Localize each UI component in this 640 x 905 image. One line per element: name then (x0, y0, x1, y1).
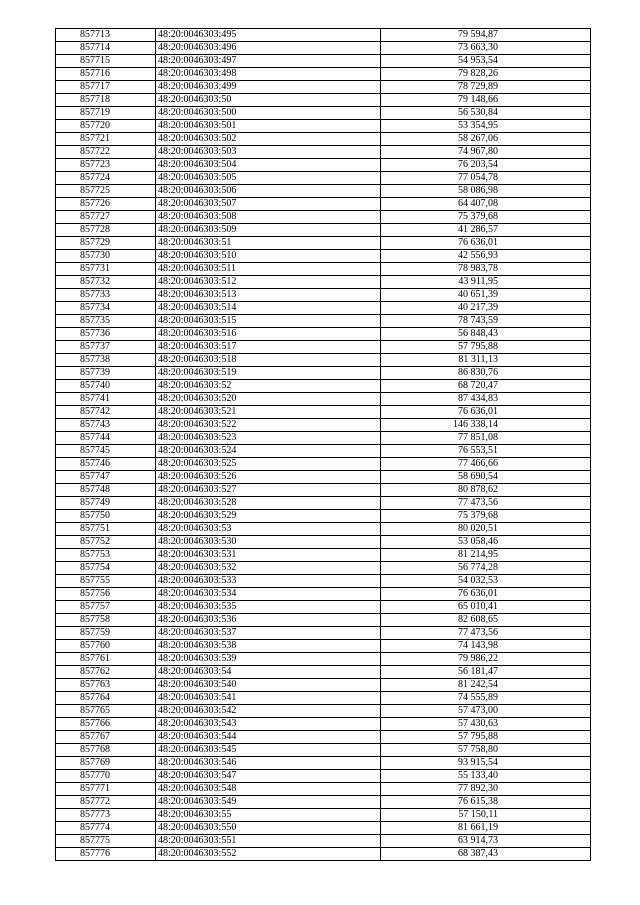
cadastral-number-cell: 48:20:0046303:529 (156, 510, 381, 523)
value-cell: 76 553,51 (381, 445, 591, 458)
value-cell: 74 555,89 (381, 692, 591, 705)
row-number-cell: 857735 (56, 315, 156, 328)
value-cell: 75 379,68 (381, 211, 591, 224)
value-cell: 56 774,28 (381, 562, 591, 575)
value-cell: 43 911,95 (381, 276, 591, 289)
cadastral-number-cell: 48:20:0046303:500 (156, 107, 381, 120)
row-number-cell: 857761 (56, 653, 156, 666)
row-number-cell: 857720 (56, 120, 156, 133)
table-row (56, 653, 591, 666)
row-number-cell: 857746 (56, 458, 156, 471)
table-row (56, 471, 591, 484)
table-row (56, 302, 591, 315)
table-row (56, 42, 591, 55)
table-row (56, 809, 591, 822)
cadastral-number-cell: 48:20:0046303:548 (156, 783, 381, 796)
value-cell: 75 379,68 (381, 510, 591, 523)
table-row (56, 289, 591, 302)
cadastral-number-cell: 48:20:0046303:522 (156, 419, 381, 432)
row-number-cell: 857749 (56, 497, 156, 510)
row-number-cell: 857719 (56, 107, 156, 120)
value-cell: 76 636,01 (381, 588, 591, 601)
table-row (56, 536, 591, 549)
cadastral-number-cell: 48:20:0046303:509 (156, 224, 381, 237)
value-cell: 80 878,62 (381, 484, 591, 497)
cadastral-number-cell: 48:20:0046303:52 (156, 380, 381, 393)
cadastral-number-cell: 48:20:0046303:502 (156, 133, 381, 146)
table-row (56, 575, 591, 588)
value-cell: 77 473,56 (381, 627, 591, 640)
row-number-cell: 857765 (56, 705, 156, 718)
cadastral-number-cell: 48:20:0046303:546 (156, 757, 381, 770)
table-row (56, 731, 591, 744)
value-cell: 63 914,73 (381, 835, 591, 848)
cadastral-number-cell: 48:20:0046303:501 (156, 120, 381, 133)
cadastral-number-cell: 48:20:0046303:530 (156, 536, 381, 549)
value-cell: 56 181,47 (381, 666, 591, 679)
table-row (56, 770, 591, 783)
row-number-cell: 857773 (56, 809, 156, 822)
cadastral-number-cell: 48:20:0046303:527 (156, 484, 381, 497)
row-number-cell: 857722 (56, 146, 156, 159)
row-number-cell: 857747 (56, 471, 156, 484)
row-number-cell: 857751 (56, 523, 156, 536)
table-row (56, 419, 591, 432)
value-cell: 76 636,01 (381, 406, 591, 419)
table-row (56, 835, 591, 848)
cadastral-number-cell: 48:20:0046303:539 (156, 653, 381, 666)
value-cell: 86 830,76 (381, 367, 591, 380)
row-number-cell: 857774 (56, 822, 156, 835)
table-row (56, 224, 591, 237)
table-row (56, 276, 591, 289)
table-row (56, 822, 591, 835)
value-cell: 73 663,30 (381, 42, 591, 55)
table-row (56, 523, 591, 536)
value-cell: 81 242,54 (381, 679, 591, 692)
value-cell: 77 851,08 (381, 432, 591, 445)
table-row (56, 159, 591, 172)
value-cell: 74 143,98 (381, 640, 591, 653)
row-number-cell: 857725 (56, 185, 156, 198)
row-number-cell: 857729 (56, 237, 156, 250)
row-number-cell: 857726 (56, 198, 156, 211)
cadastral-number-cell: 48:20:0046303:505 (156, 172, 381, 185)
data-table (55, 28, 591, 861)
table-row (56, 211, 591, 224)
value-cell: 57 795,88 (381, 731, 591, 744)
table-row (56, 562, 591, 575)
table-row (56, 172, 591, 185)
row-number-cell: 857775 (56, 835, 156, 848)
table-row (56, 497, 591, 510)
table-row (56, 315, 591, 328)
value-cell: 81 214,95 (381, 549, 591, 562)
cadastral-number-cell: 48:20:0046303:51 (156, 237, 381, 250)
value-cell: 68 387,43 (381, 848, 591, 861)
table-row (56, 328, 591, 341)
row-number-cell: 857755 (56, 575, 156, 588)
value-cell: 76 615,38 (381, 796, 591, 809)
cadastral-number-cell: 48:20:0046303:545 (156, 744, 381, 757)
value-cell: 78 743,59 (381, 315, 591, 328)
row-number-cell: 857768 (56, 744, 156, 757)
row-number-cell: 857757 (56, 601, 156, 614)
table-row (56, 263, 591, 276)
row-number-cell: 857715 (56, 55, 156, 68)
table-row (56, 237, 591, 250)
cadastral-number-cell: 48:20:0046303:536 (156, 614, 381, 627)
row-number-cell: 857739 (56, 367, 156, 380)
row-number-cell: 857734 (56, 302, 156, 315)
cadastral-number-cell: 48:20:0046303:55 (156, 809, 381, 822)
value-cell: 56 848,43 (381, 328, 591, 341)
table-row (56, 146, 591, 159)
cadastral-number-cell: 48:20:0046303:495 (156, 29, 381, 42)
table-row (56, 848, 591, 861)
value-cell: 53 058,46 (381, 536, 591, 549)
value-cell: 77 054,78 (381, 172, 591, 185)
row-number-cell: 857723 (56, 159, 156, 172)
cadastral-number-cell: 48:20:0046303:517 (156, 341, 381, 354)
cadastral-number-cell: 48:20:0046303:50 (156, 94, 381, 107)
value-cell: 57 758,80 (381, 744, 591, 757)
cadastral-number-cell: 48:20:0046303:528 (156, 497, 381, 510)
row-number-cell: 857771 (56, 783, 156, 796)
table-row (56, 445, 591, 458)
row-number-cell: 857714 (56, 42, 156, 55)
value-cell: 146 338,14 (381, 419, 591, 432)
row-number-cell: 857737 (56, 341, 156, 354)
row-number-cell: 857750 (56, 510, 156, 523)
cadastral-number-cell: 48:20:0046303:497 (156, 55, 381, 68)
cadastral-number-cell: 48:20:0046303:532 (156, 562, 381, 575)
row-number-cell: 857769 (56, 757, 156, 770)
row-number-cell: 857741 (56, 393, 156, 406)
table-row (56, 107, 591, 120)
row-number-cell: 857733 (56, 289, 156, 302)
value-cell: 42 556,93 (381, 250, 591, 263)
table-row (56, 510, 591, 523)
row-number-cell: 857740 (56, 380, 156, 393)
cadastral-number-cell: 48:20:0046303:507 (156, 198, 381, 211)
value-cell: 87 434,83 (381, 393, 591, 406)
row-number-cell: 857721 (56, 133, 156, 146)
row-number-cell: 857724 (56, 172, 156, 185)
row-number-cell: 857716 (56, 68, 156, 81)
value-cell: 65 010,41 (381, 601, 591, 614)
value-cell: 58 267,06 (381, 133, 591, 146)
value-cell: 76 636,01 (381, 237, 591, 250)
row-number-cell: 857758 (56, 614, 156, 627)
table-row (56, 484, 591, 497)
cadastral-number-cell: 48:20:0046303:543 (156, 718, 381, 731)
value-cell: 76 203,54 (381, 159, 591, 172)
value-cell: 77 466,66 (381, 458, 591, 471)
row-number-cell: 857770 (56, 770, 156, 783)
row-number-cell: 857753 (56, 549, 156, 562)
row-number-cell: 857767 (56, 731, 156, 744)
cadastral-number-cell: 48:20:0046303:512 (156, 276, 381, 289)
table-row (56, 198, 591, 211)
cadastral-number-cell: 48:20:0046303:542 (156, 705, 381, 718)
cadastral-number-cell: 48:20:0046303:531 (156, 549, 381, 562)
table-row (56, 744, 591, 757)
value-cell: 77 892,30 (381, 783, 591, 796)
table-row (56, 705, 591, 718)
table-row (56, 783, 591, 796)
value-cell: 79 828,26 (381, 68, 591, 81)
row-number-cell: 857748 (56, 484, 156, 497)
cadastral-number-cell: 48:20:0046303:496 (156, 42, 381, 55)
cadastral-number-cell: 48:20:0046303:533 (156, 575, 381, 588)
cadastral-number-cell: 48:20:0046303:540 (156, 679, 381, 692)
cadastral-number-cell: 48:20:0046303:54 (156, 666, 381, 679)
cadastral-number-cell: 48:20:0046303:552 (156, 848, 381, 861)
row-number-cell: 857772 (56, 796, 156, 809)
value-cell: 54 953,54 (381, 55, 591, 68)
cadastral-number-cell: 48:20:0046303:535 (156, 601, 381, 614)
row-number-cell: 857713 (56, 29, 156, 42)
value-cell: 57 473,00 (381, 705, 591, 718)
cadastral-number-cell: 48:20:0046303:515 (156, 315, 381, 328)
value-cell: 80 020,51 (381, 523, 591, 536)
row-number-cell: 857762 (56, 666, 156, 679)
value-cell: 81 661,19 (381, 822, 591, 835)
row-number-cell: 857738 (56, 354, 156, 367)
value-cell: 56 530,84 (381, 107, 591, 120)
row-number-cell: 857766 (56, 718, 156, 731)
row-number-cell: 857756 (56, 588, 156, 601)
row-number-cell: 857730 (56, 250, 156, 263)
cadastral-number-cell: 48:20:0046303:518 (156, 354, 381, 367)
cadastral-number-cell: 48:20:0046303:525 (156, 458, 381, 471)
table-row (56, 94, 591, 107)
cadastral-number-cell: 48:20:0046303:550 (156, 822, 381, 835)
table-row (56, 185, 591, 198)
table-row (56, 380, 591, 393)
cadastral-number-cell: 48:20:0046303:513 (156, 289, 381, 302)
row-number-cell: 857717 (56, 81, 156, 94)
value-cell: 79 594,87 (381, 29, 591, 42)
value-cell: 81 311,13 (381, 354, 591, 367)
cadastral-number-cell: 48:20:0046303:537 (156, 627, 381, 640)
cadastral-number-cell: 48:20:0046303:547 (156, 770, 381, 783)
row-number-cell: 857742 (56, 406, 156, 419)
cadastral-number-cell: 48:20:0046303:511 (156, 263, 381, 276)
table-row (56, 250, 591, 263)
cadastral-number-cell: 48:20:0046303:514 (156, 302, 381, 315)
cadastral-number-cell: 48:20:0046303:498 (156, 68, 381, 81)
table-row (56, 68, 591, 81)
value-cell: 77 473,56 (381, 497, 591, 510)
row-number-cell: 857731 (56, 263, 156, 276)
table-row (56, 718, 591, 731)
value-cell: 40 217,39 (381, 302, 591, 315)
table-row (56, 393, 591, 406)
cadastral-number-cell: 48:20:0046303:544 (156, 731, 381, 744)
table-row (56, 614, 591, 627)
cadastral-number-cell: 48:20:0046303:523 (156, 432, 381, 445)
cadastral-number-cell: 48:20:0046303:508 (156, 211, 381, 224)
table-row (56, 367, 591, 380)
value-cell: 79 148,66 (381, 94, 591, 107)
row-number-cell: 857728 (56, 224, 156, 237)
table-row (56, 458, 591, 471)
value-cell: 79 986,22 (381, 653, 591, 666)
table-row (56, 406, 591, 419)
value-cell: 54 032,53 (381, 575, 591, 588)
cadastral-number-cell: 48:20:0046303:53 (156, 523, 381, 536)
table-body (56, 29, 591, 861)
row-number-cell: 857776 (56, 848, 156, 861)
table-row (56, 354, 591, 367)
cadastral-number-cell: 48:20:0046303:526 (156, 471, 381, 484)
table-row (56, 81, 591, 94)
table-row (56, 796, 591, 809)
table-row (56, 549, 591, 562)
value-cell: 57 795,88 (381, 341, 591, 354)
cadastral-number-cell: 48:20:0046303:510 (156, 250, 381, 263)
table-row (56, 120, 591, 133)
cadastral-number-cell: 48:20:0046303:499 (156, 81, 381, 94)
value-cell: 74 967,80 (381, 146, 591, 159)
cadastral-number-cell: 48:20:0046303:538 (156, 640, 381, 653)
cadastral-number-cell: 48:20:0046303:534 (156, 588, 381, 601)
table-row (56, 679, 591, 692)
table-row (56, 601, 591, 614)
table-row (56, 666, 591, 679)
value-cell: 93 915,54 (381, 757, 591, 770)
table-row (56, 757, 591, 770)
value-cell: 53 354,95 (381, 120, 591, 133)
value-cell: 55 133,40 (381, 770, 591, 783)
row-number-cell: 857732 (56, 276, 156, 289)
row-number-cell: 857754 (56, 562, 156, 575)
value-cell: 64 407,08 (381, 198, 591, 211)
cadastral-number-cell: 48:20:0046303:520 (156, 393, 381, 406)
row-number-cell: 857764 (56, 692, 156, 705)
value-cell: 82 608,65 (381, 614, 591, 627)
row-number-cell: 857718 (56, 94, 156, 107)
table-row (56, 432, 591, 445)
row-number-cell: 857759 (56, 627, 156, 640)
row-number-cell: 857727 (56, 211, 156, 224)
cadastral-number-cell: 48:20:0046303:519 (156, 367, 381, 380)
value-cell: 57 430,63 (381, 718, 591, 731)
table-row (56, 29, 591, 42)
table-row (56, 55, 591, 68)
value-cell: 40 651,39 (381, 289, 591, 302)
row-number-cell: 857763 (56, 679, 156, 692)
row-number-cell: 857736 (56, 328, 156, 341)
value-cell: 58 086,98 (381, 185, 591, 198)
table-row (56, 627, 591, 640)
value-cell: 78 729,89 (381, 81, 591, 94)
row-number-cell: 857744 (56, 432, 156, 445)
cadastral-number-cell: 48:20:0046303:506 (156, 185, 381, 198)
table-row (56, 341, 591, 354)
cadastral-number-cell: 48:20:0046303:551 (156, 835, 381, 848)
row-number-cell: 857752 (56, 536, 156, 549)
cadastral-number-cell: 48:20:0046303:549 (156, 796, 381, 809)
cadastral-number-cell: 48:20:0046303:541 (156, 692, 381, 705)
cadastral-number-cell: 48:20:0046303:524 (156, 445, 381, 458)
value-cell: 58 690,54 (381, 471, 591, 484)
cadastral-number-cell: 48:20:0046303:521 (156, 406, 381, 419)
value-cell: 78 983,78 (381, 263, 591, 276)
cadastral-number-cell: 48:20:0046303:504 (156, 159, 381, 172)
table-row (56, 692, 591, 705)
value-cell: 68 720,47 (381, 380, 591, 393)
table-row (56, 588, 591, 601)
table-row (56, 640, 591, 653)
cadastral-number-cell: 48:20:0046303:516 (156, 328, 381, 341)
table-row (56, 133, 591, 146)
cadastral-number-cell: 48:20:0046303:503 (156, 146, 381, 159)
row-number-cell: 857745 (56, 445, 156, 458)
row-number-cell: 857760 (56, 640, 156, 653)
value-cell: 57 150,11 (381, 809, 591, 822)
row-number-cell: 857743 (56, 419, 156, 432)
value-cell: 41 286,57 (381, 224, 591, 237)
